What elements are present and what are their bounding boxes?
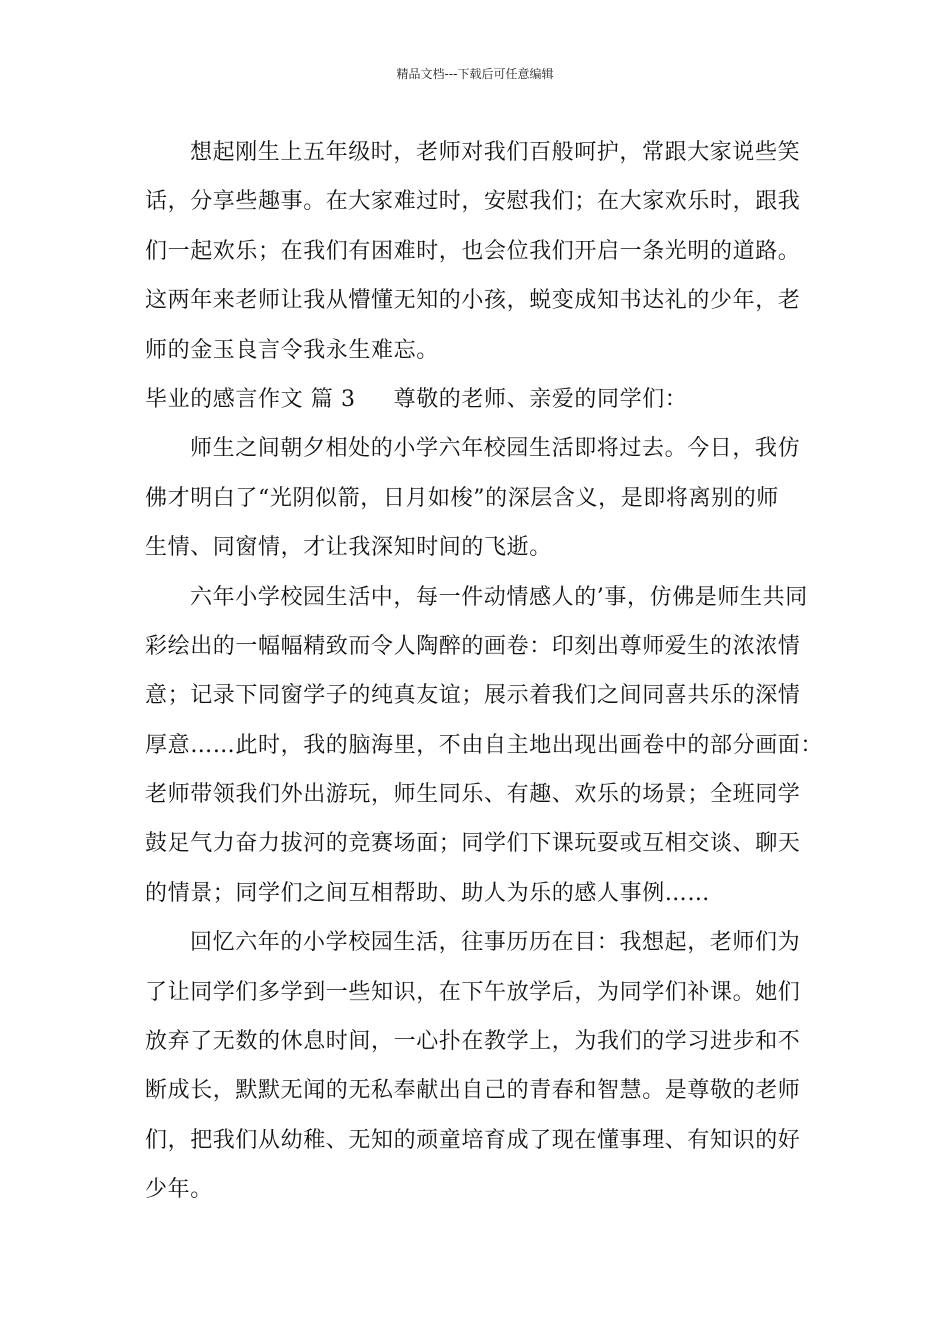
section-number: 篇 3 [310, 386, 356, 412]
paragraph-4 [145, 918, 815, 1214]
paragraph-1 [145, 128, 815, 375]
paragraph-3 [145, 573, 824, 919]
text-line: 了让同学们多学到一些知识，在下午放学后，为同学们补课。她们 [145, 979, 801, 1005]
text-line: 佛才明白了“光阴似箭，日月如梭”的深层含义，是即将离别的师 [145, 485, 779, 511]
text-line: 话，分享些趣事。在大家难过时，安慰我们；在大家欢乐时，跟我 [145, 189, 801, 215]
text-line: 回忆六年的小学校园生活，往事历历在目：我想起，老师们为 [190, 930, 801, 956]
text-line: 厚意……此时，我的脑海里，不由自主地出现出画卷中的部分画面： [145, 732, 824, 758]
text-line: 想起刚生上五年级时，老师对我们百般呵护，常跟大家说些笑 [190, 140, 801, 165]
salutation: 尊敬的老师、亲爱的同学们： [393, 386, 688, 412]
text-line: 这两年来老师让我从懵懂无知的小孩，蜕变成知书达礼的少年，老 [145, 288, 801, 314]
section-heading [145, 375, 815, 424]
text-line: 老师带领我们外出游玩，师生同乐、有趣、欢乐的场景；全班同学 [145, 782, 801, 808]
text-line: 断成长，默默无闻的无私奉献出自己的青春和智慧。是尊敬的老师 [145, 1078, 801, 1104]
text-line: 鼓足气力奋力拔河的竞赛场面；同学们下课玩耍或互相交谈、聊天 [145, 831, 801, 857]
document-body [145, 128, 824, 1215]
text-line: 意；记录下同窗学子的纯真友谊；展示着我们之间同喜共乐的深情 [145, 683, 801, 709]
text-line: 师生之间朝夕相处的小学六年校园生活即将过去。今日，我仿 [190, 436, 801, 462]
text-line: 放弃了无数的休息时间，一心扑在教学上，为我们的学习进步和不 [145, 1029, 801, 1055]
text-line: 彩绘出的一幅幅精致而令人陶醉的画卷：印刻出尊师爱生的浓浓情 [145, 633, 801, 659]
page-header: 精品文档---下载后可任意编辑 [396, 67, 554, 81]
text-line: 生情、同窗情，才让我深知时间的飞逝。 [145, 535, 552, 561]
text-line: 的情景；同学们之间互相帮助、助人为乐的感人事例…… [145, 880, 711, 906]
text-line: 师的金玉良言令我永生难忘。 [145, 337, 439, 363]
text-line: 们一起欢乐；在我们有困难时，也会位我们开启一条光明的道路。 [145, 238, 801, 264]
text-line: 六年小学校园生活中，每一件动情感人的’事，仿佛是师生共同 [190, 584, 808, 610]
text-line: 少年。 [145, 1177, 213, 1203]
section-title: 毕业的感言作文 [145, 386, 304, 412]
paragraph-2 [145, 424, 815, 572]
text-line: 们，把我们从幼稚、无知的顽童培育成了现在懂事理、有知识的好 [145, 1127, 801, 1153]
